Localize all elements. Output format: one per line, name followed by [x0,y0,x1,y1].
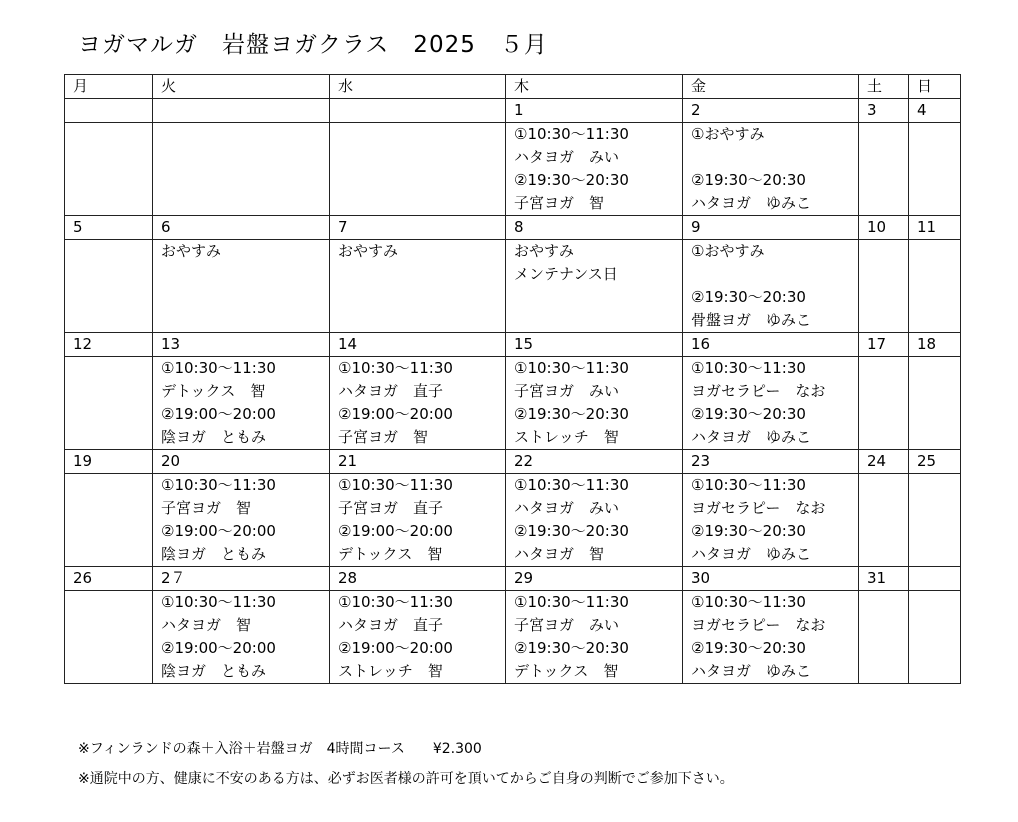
class-entry-line: ①10:30～11:30 [691,359,806,377]
date-number [330,99,506,123]
class-entry-line: ハタヨガ 智 [514,545,605,563]
class-entry-line: 子宮ヨガ 智 [514,194,605,212]
day-schedule-cell [859,474,909,567]
day-schedule-cell [330,591,506,684]
schedule-row [65,123,961,216]
date-number: 24 [859,450,909,474]
day-schedule-cell [65,123,153,216]
class-entry-line: ②19:00～20:00 [338,522,453,540]
class-entry-line: ②19:00～20:00 [161,405,276,423]
class-entry-line: 子宮ヨガ みい [514,382,620,400]
day-schedule-cell [506,123,683,216]
date-number: 2７ [153,567,330,591]
date-number: 2 [683,99,859,123]
day-schedule-cell [506,474,683,567]
class-entry-line: ハタヨガ みい [514,499,620,517]
schedule-row [65,474,961,567]
date-number: 17 [859,333,909,357]
schedule-row [65,591,961,684]
class-entry-line: ①10:30～11:30 [691,476,806,494]
date-number: 21 [330,450,506,474]
course-price-note: ※フィンランドの森＋入浴＋岩盤ヨガ 4時間コース ¥2.300 [78,741,482,757]
class-entry-line: ハタヨガ ゆみこ [691,662,812,680]
day-schedule-cell [153,240,330,333]
date-number: 16 [683,333,859,357]
day-schedule-cell [909,240,961,333]
weekday-header: 土 [859,75,909,99]
date-number: 30 [683,567,859,591]
day-schedule-cell [683,474,859,567]
class-entry-line: 子宮ヨガ みい [514,616,620,634]
date-row [65,333,961,357]
class-entry-line: ②19:00～20:00 [161,639,276,657]
class-entry-line: ハタヨガ ゆみこ [691,194,812,212]
day-schedule-cell [153,357,330,450]
schedule-row [65,357,961,450]
class-entry-line: ヨガセラピー なお [691,616,826,634]
date-number: 29 [506,567,683,591]
class-entry-line: ②19:30～20:30 [691,405,806,423]
class-entry-line: ①10:30～11:30 [338,359,453,377]
class-entry-line: ①10:30～11:30 [514,359,629,377]
day-schedule-cell [330,474,506,567]
weekday-header: 水 [330,75,506,99]
class-entry-line: 陰ヨガ ともみ [161,545,267,563]
day-schedule-cell [909,591,961,684]
class-entry-line: ②19:00～20:00 [338,405,453,423]
day-schedule-cell [330,357,506,450]
class-entry-line: おやすみ [514,242,575,260]
date-number: 25 [909,450,961,474]
class-entry-line: ①10:30～11:30 [338,593,453,611]
class-entry-line: メンテナンス日 [514,265,618,283]
day-schedule-cell [65,357,153,450]
date-number [65,99,153,123]
class-entry-line: ②19:30～20:30 [691,522,806,540]
class-entry-line: デトックス 智 [161,382,266,400]
day-schedule-cell [683,591,859,684]
page-title: ヨガマルガ 岩盤ヨガクラス 2025 ５月 [78,32,548,58]
date-number: 15 [506,333,683,357]
schedule-calendar [64,74,961,684]
class-entry-line: ①10:30～11:30 [161,359,276,377]
class-entry-line: ①おやすみ [691,125,765,143]
class-entry-line: ①10:30～11:30 [514,125,629,143]
class-entry-line: ハタヨガ みい [514,148,620,166]
day-schedule-cell [859,357,909,450]
class-entry-line: ハタヨガ ゆみこ [691,545,812,563]
date-number: 19 [65,450,153,474]
class-entry-line: ②19:30～20:30 [514,405,629,423]
class-entry-line: デトックス 智 [514,662,619,680]
class-entry-line: ②19:30～20:30 [514,639,629,657]
class-entry-line: ②19:30～20:30 [691,288,806,306]
day-schedule-cell [909,474,961,567]
class-entry-line: ①10:30～11:30 [161,476,276,494]
class-entry-line: デトックス 智 [338,545,443,563]
day-schedule-cell [330,123,506,216]
class-entry-line: ②19:00～20:00 [161,522,276,540]
class-entry-line: ハタヨガ 直子 [338,616,444,634]
class-entry-line: ヨガセラピー なお [691,382,826,400]
class-entry-line: ②19:30～20:30 [691,171,806,189]
class-entry-line: おやすみ [161,242,222,260]
class-entry-line: 子宮ヨガ 智 [161,499,252,517]
class-entry-line: 子宮ヨガ 智 [338,428,429,446]
class-entry-line: ストレッチ 智 [338,662,443,680]
class-entry-line: ②19:30～20:30 [514,522,629,540]
day-schedule-cell [153,591,330,684]
date-number: 12 [65,333,153,357]
date-number: 7 [330,216,506,240]
class-entry-line: ハタヨガ 智 [161,616,252,634]
day-schedule-cell [65,591,153,684]
weekday-header-row [65,75,961,99]
class-entry-line: ②19:30～20:30 [691,639,806,657]
day-schedule-cell [330,240,506,333]
weekday-header: 金 [683,75,859,99]
date-number: 6 [153,216,330,240]
class-entry-line: 骨盤ヨガ ゆみこ [691,311,812,329]
date-number: 4 [909,99,961,123]
day-schedule-cell [683,123,859,216]
date-row [65,99,961,123]
class-entry-line: ①10:30～11:30 [161,593,276,611]
weekday-header: 日 [909,75,961,99]
date-number: 14 [330,333,506,357]
date-number: 11 [909,216,961,240]
day-schedule-cell [859,591,909,684]
day-schedule-cell [506,240,683,333]
class-entry-line: 陰ヨガ ともみ [161,662,267,680]
weekday-header: 木 [506,75,683,99]
class-entry-line: 陰ヨガ ともみ [161,428,267,446]
class-entry-line: ①10:30～11:30 [691,593,806,611]
class-entry-line: ハタヨガ ゆみこ [691,428,812,446]
day-schedule-cell [909,357,961,450]
day-schedule-cell [153,123,330,216]
day-schedule-cell [859,123,909,216]
health-caution-note: ※通院中の方、健康に不安のある方は、必ずお医者様の許可を頂いてからご自身の判断でご参加下さい。 [78,771,734,787]
day-schedule-cell [683,240,859,333]
day-schedule-cell [65,474,153,567]
date-number: 1 [506,99,683,123]
day-schedule-cell [683,357,859,450]
date-number [153,99,330,123]
schedule-row [65,240,961,333]
date-number: 8 [506,216,683,240]
date-number: 26 [65,567,153,591]
date-number: 20 [153,450,330,474]
date-row [65,567,961,591]
class-entry-line: ②19:00～20:00 [338,639,453,657]
date-row [65,450,961,474]
date-row [65,216,961,240]
date-number: 23 [683,450,859,474]
day-schedule-cell [65,240,153,333]
day-schedule-cell [909,123,961,216]
class-entry-line: ②19:30～20:30 [514,171,629,189]
class-entry-line: ①10:30～11:30 [514,476,629,494]
class-entry-line: ①10:30～11:30 [338,476,453,494]
class-entry-line [691,263,858,286]
date-number [909,567,961,591]
date-number: 22 [506,450,683,474]
day-schedule-cell [506,357,683,450]
class-entry-line: ストレッチ 智 [514,428,619,446]
date-number: 28 [330,567,506,591]
day-schedule-cell [506,591,683,684]
class-entry-line: おやすみ [338,242,399,260]
date-number: 18 [909,333,961,357]
class-entry-line: ①おやすみ [691,242,765,260]
day-schedule-cell [153,474,330,567]
class-entry-line: 子宮ヨガ 直子 [338,499,444,517]
date-number: 13 [153,333,330,357]
weekday-header: 月 [65,75,153,99]
class-entry-line: ①10:30～11:30 [514,593,629,611]
date-number: 10 [859,216,909,240]
date-number: 9 [683,216,859,240]
day-schedule-cell [859,240,909,333]
class-entry-line: ヨガセラピー なお [691,499,826,517]
date-number: 3 [859,99,909,123]
class-entry-line: ハタヨガ 直子 [338,382,444,400]
class-entry-line [691,146,858,169]
date-number: 5 [65,216,153,240]
date-number: 31 [859,567,909,591]
weekday-header: 火 [153,75,330,99]
